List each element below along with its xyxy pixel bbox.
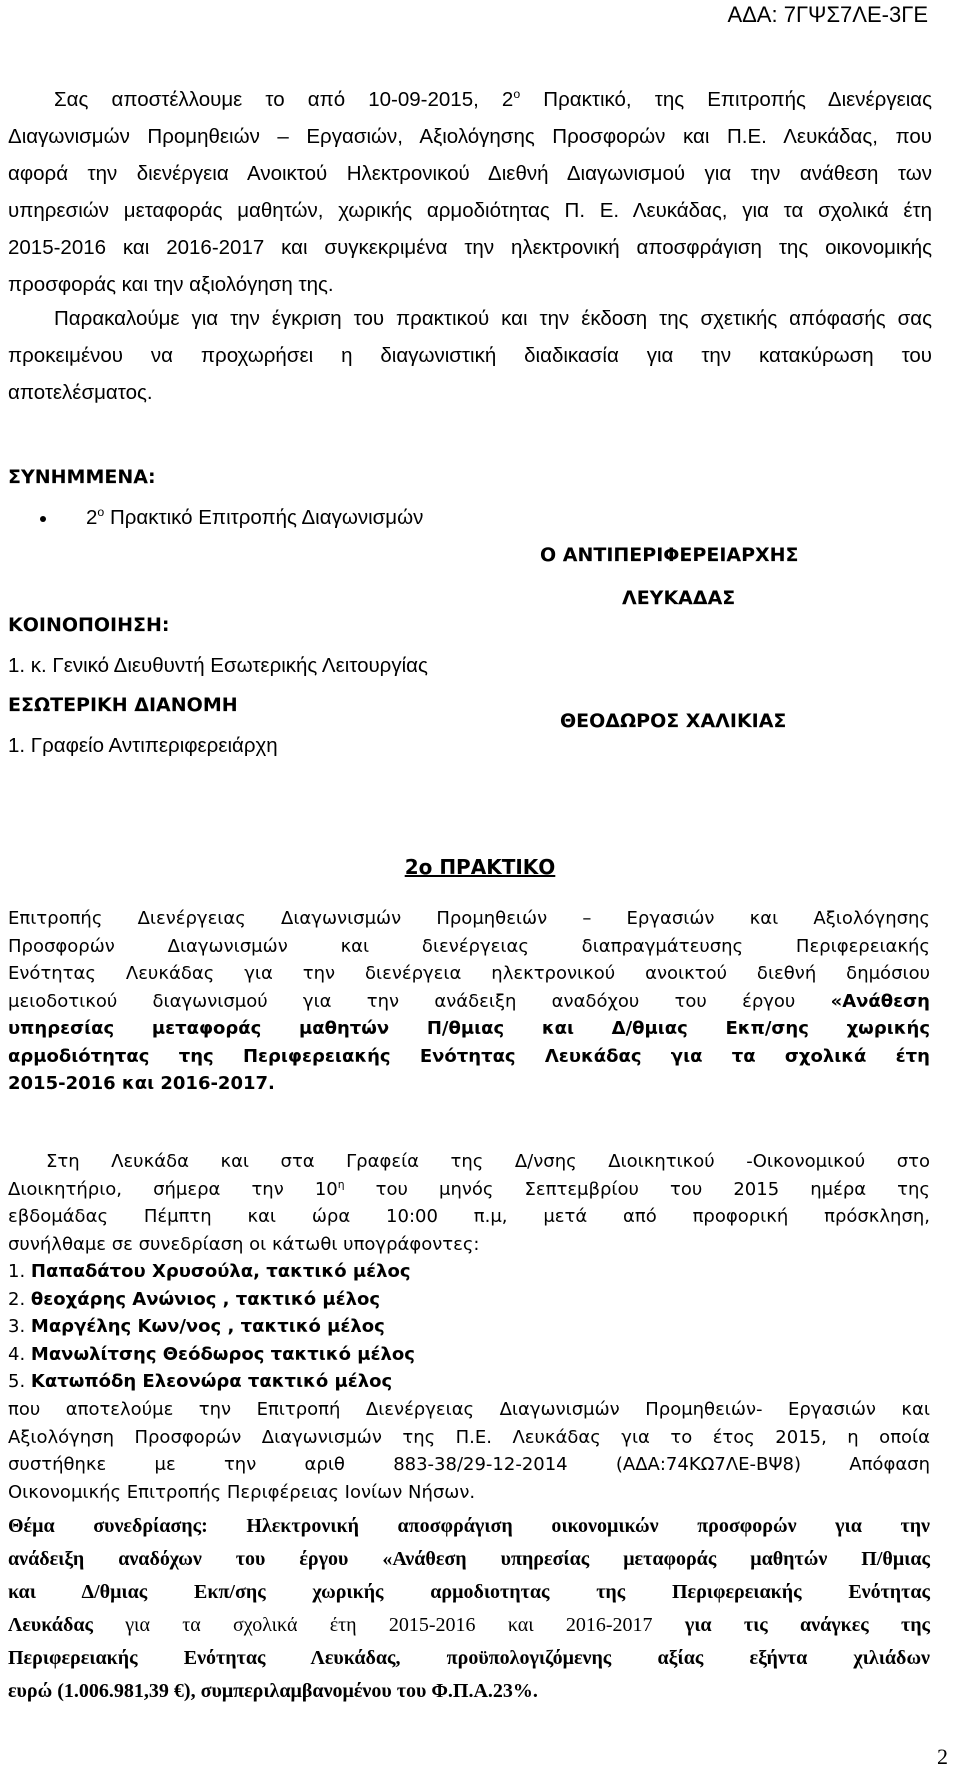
subject-line-text: και Δ/θμιας Εκπ/σης χωρικής αρμοδιοτητας της Περιφερειακής Ενότητας	[8, 1581, 930, 1603]
member-number: 1.	[8, 1261, 31, 1282]
signature-role: Ο ΑΝΤΙΠΕΡΙΦΕΡΕΙΑΡΧΗΣ	[540, 544, 799, 566]
intro-text: προσφοράς και την αξιολόγηση της.	[8, 273, 334, 296]
intro-line	[8, 81, 932, 118]
intro-line	[8, 192, 932, 229]
session-line-text: εβδομάδας Πέμπτη και ώρα 10:00 π.μ, μετά από προφορική πρόσκληση,	[8, 1206, 930, 1227]
subject-line-text: ευρώ (1.006.981,39 €), συμπεριλαμβανομένου του Φ.Π.Α.23%.	[8, 1680, 538, 1702]
member-number: 4.	[8, 1343, 31, 1365]
minutes-intro-line	[8, 960, 930, 988]
committee-line: που αποτελούμε την Επιτροπή Διενέργειας Διαγωνισμών Προμηθειών- Εργασιών και	[8, 1399, 930, 1420]
minutes-intro-line-text: αρμοδιότητας της Περιφερειακής Ενότητας Λευκάδας για τα σχολικά έτη	[8, 1045, 930, 1067]
session-line	[8, 1203, 930, 1231]
request-line: Παρακαλούμε για την έγκριση του πρακτικού και την έκδοση της σχετικής απόφασής σας	[54, 307, 932, 330]
subject-line	[8, 1642, 930, 1675]
member-name: Μαργέλης Κων/νος , τακτικό μέλος	[30, 1316, 385, 1337]
subject-line-text: για τις ανάγκες της	[684, 1614, 930, 1636]
subject-paragraph	[8, 1510, 930, 1708]
request-line: αποτελέσματος.	[8, 381, 153, 404]
minutes-intro-paragraph	[8, 905, 930, 1098]
subject-line	[8, 1609, 930, 1642]
minutes-intro-line-text: «Ανάθεση	[830, 990, 930, 1012]
intro-text: Διαγωνισμών Προμηθειών – Εργασιών, Αξιολόγησης Προσφορών και Π.Ε. Λευκάδας, που	[8, 125, 932, 148]
attachment-ordinal: ο	[97, 505, 105, 520]
session-line-text: του μηνός Σεπτεμβρίου του 2015 ημέρα της	[344, 1178, 930, 1200]
bullet-icon	[40, 516, 46, 522]
cc-heading: ΚΟΙΝΟΠΟΙΗΣΗ:	[8, 614, 170, 636]
member-item	[8, 1286, 930, 1314]
minutes-intro-line	[8, 988, 930, 1016]
internal-distribution-item: 1. Γραφείο Αντιπεριφερειάρχη	[8, 734, 278, 757]
subject-line-text: Λευκάδας	[8, 1614, 126, 1636]
member-item	[8, 1368, 930, 1396]
subject-line-text: Περιφερειακής Ενότητας Λευκάδας, προϋπολογιζόμενης αξίας εξήντα χιλιάδων	[8, 1647, 930, 1669]
minutes-intro-line-text: Επιτροπής Διενέργειας Διαγωνισμών Προμηθειών – Εργασιών και Αξιολόγησης	[8, 908, 930, 929]
member-name: Παπαδάτου Χρυσούλα, τακτικό μέλος	[30, 1261, 411, 1282]
subject-line-text: για τα σχολικά έτη 2015-2016 και 2016-2017	[125, 1614, 685, 1636]
member-number: 2.	[8, 1288, 31, 1310]
intro-text: υπηρεσιών μεταφοράς μαθητών, χωρικής αρμοδιότητας Π. Ε. Λευκάδας, για τα σχολικά έτη	[8, 199, 932, 222]
minutes-intro-line-text: υπηρεσίας μεταφοράς μαθητών Π/θμιας και Δ/θμιας Εκπ/σης χωρικής	[8, 1018, 930, 1039]
subject-line	[8, 1510, 930, 1543]
page-number: 2	[937, 1744, 948, 1769]
internal-distribution-heading: ΕΣΩΤΕΡΙΚΗ ΔΙΑΝΟΜΗ	[8, 694, 238, 716]
minutes-intro-line	[8, 905, 930, 933]
attachments-heading: ΣΥΝΗΜΜΕΝΑ:	[8, 466, 156, 488]
intro-text: Πρακτικό, της Επιτροπής Διενέργειας	[520, 88, 932, 111]
intro-text: ο	[513, 87, 521, 102]
session-line	[8, 1148, 930, 1176]
session-line	[8, 1176, 930, 1204]
intro-text: αφορά την διενέργεια Ανοικτού Ηλεκτρονικού Διεθνή Διαγωνισμού για την ανάθεση των	[8, 162, 932, 185]
committee-line: συστήθηκε με την αριθ 883-38/29-12-2014 (ΑΔΑ:74ΚΩ7ΛΕ-ΒΨ8) Απόφαση	[8, 1454, 930, 1475]
intro-line	[8, 266, 932, 303]
request-line: προκειμένου να προχωρήσει η διαγωνιστική διαδικασία για την κατακύρωση του	[8, 344, 932, 367]
member-name: Κατωπόδη Ελεονώρα τακτικό μέλος	[30, 1371, 393, 1392]
minutes-intro-line	[8, 1070, 930, 1098]
subject-line-text: Θέμα συνεδρίασης: Ηλεκτρονική αποσφράγιση οικονομικών προσφορών για την	[8, 1515, 930, 1537]
session-line-text: η	[337, 1177, 345, 1191]
member-name: θεοχάρης Ανώνιος , τακτικό μέλος	[30, 1288, 381, 1310]
minutes-title: 2ο ΠΡΑΚΤΙΚΟ	[404, 855, 556, 879]
subject-line	[8, 1543, 930, 1576]
session-line-text: Διοικητήριο, σήμερα την 10	[8, 1178, 338, 1200]
subject-line	[8, 1675, 930, 1708]
minutes-intro-line-text: 2015-2016 και 2016-2017.	[8, 1073, 275, 1094]
minutes-intro-line-text: μειοδοτικού διαγωνισμού για την ανάδειξη αναδόχου του έργου	[8, 990, 831, 1012]
intro-text: 2015-2016 και 2016-2017 και συγκεκριμένα την ηλεκτρονική αποσφράγιση της οικονομικής	[8, 236, 932, 259]
minutes-intro-line	[8, 933, 930, 961]
session-line	[8, 1231, 930, 1259]
member-number: 3.	[8, 1316, 31, 1337]
minutes-intro-line	[8, 1015, 930, 1043]
signature-name: ΘΕΟΔΩΡΟΣ ΧΑΛΙΚΙΑΣ	[560, 710, 787, 732]
cc-item: 1. κ. Γενικό Διευθυντή Εσωτερικής Λειτουργίας	[8, 654, 428, 677]
committee-paragraph	[8, 1396, 930, 1506]
member-item	[8, 1341, 930, 1369]
member-number: 5.	[8, 1371, 31, 1392]
signature-region: ΛΕΥΚΑΔΑΣ	[622, 587, 736, 609]
committee-line: Οικονομικής Επιτροπής Περιφέρειας Ιονίων Νήσων.	[8, 1481, 476, 1503]
request-paragraph	[8, 300, 932, 411]
intro-line	[8, 118, 932, 155]
attachment-number: 2	[86, 506, 98, 529]
session-line-text: συνήλθαμε σε συνεδρίαση οι κάτωθι υπογράφοντες:	[8, 1233, 480, 1255]
attachment-label: Πρακτικό Επιτροπής Διαγωνισμών	[104, 506, 424, 529]
ada-code: ΑΔΑ: 7ΓΨΣ7ΛΕ-3ΓΕ	[727, 2, 928, 27]
minutes-intro-line-text: Προσφορών Διαγωνισμών και διενέργειας διαπραγμάτευσης Περιφερειακής	[8, 935, 930, 957]
intro-line	[8, 229, 932, 266]
intro-line	[8, 155, 932, 192]
member-item	[8, 1258, 930, 1286]
intro-paragraph	[8, 81, 932, 303]
members-list	[8, 1258, 930, 1396]
session-line-text: Στη Λευκάδα και στα Γραφεία της Δ/νσης Διοικητικού -Οικονομικού στο	[46, 1151, 930, 1172]
subject-line	[8, 1576, 930, 1609]
member-item	[8, 1313, 930, 1341]
minutes-intro-line-text: Ενότητας Λευκάδας για την διενέργεια ηλεκτρονικού ανοικτού διεθνή δημόσιου	[8, 963, 930, 984]
member-name: Μανωλίτσης Θεόδωρος τακτικό μέλος	[30, 1343, 415, 1365]
minutes-intro-line	[8, 1043, 930, 1071]
subject-line-text: ανάδειξη αναδόχων του έργου «Ανάθεση υπηρεσίας μεταφοράς μαθητών Π/θμιας	[8, 1548, 930, 1570]
committee-line: Αξιολόγηση Προσφορών Διαγωνισμών της Π.Ε. Λευκάδας για το έτος 2015, η οποία	[8, 1426, 930, 1448]
intro-text: Σας αποστέλλουμε το από 10-09-2015, 2	[54, 88, 514, 111]
session-paragraph	[8, 1148, 930, 1258]
